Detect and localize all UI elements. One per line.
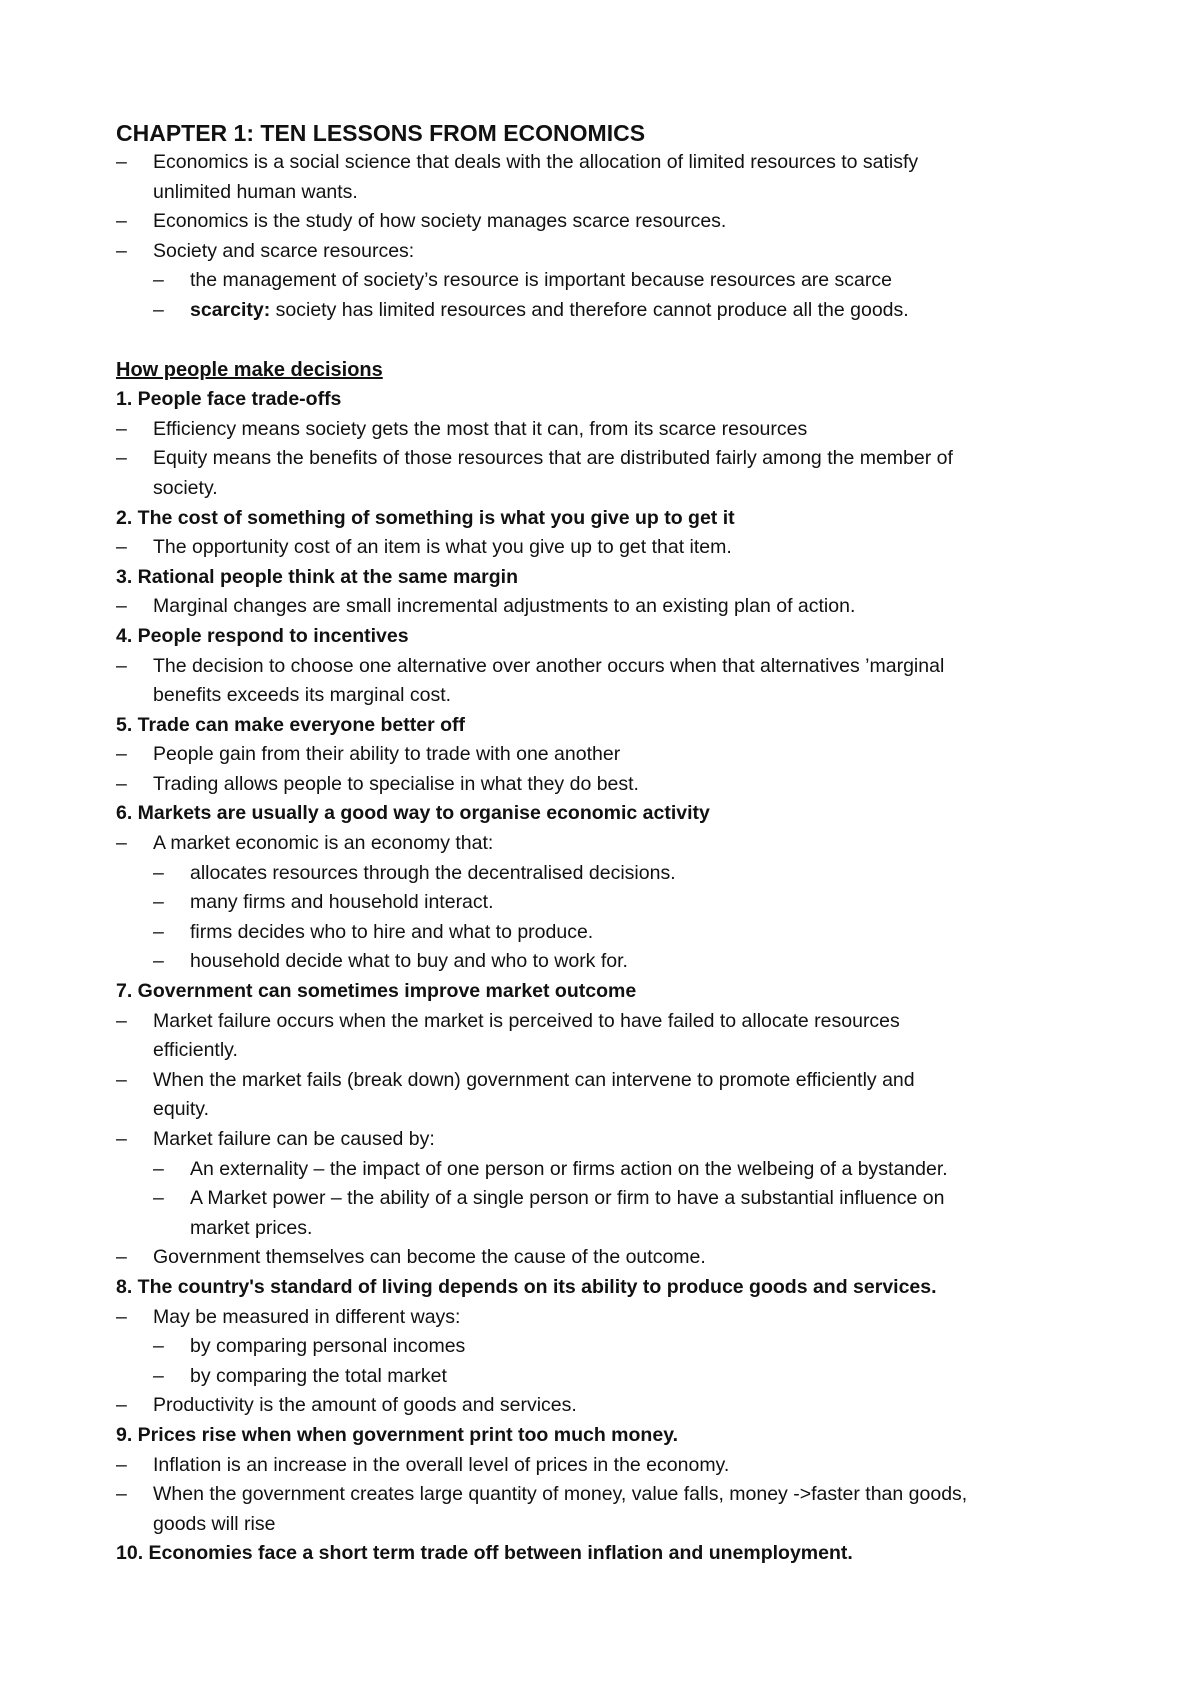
- sub-list-item: [116, 1362, 1106, 1392]
- bullet-dash: –: [116, 595, 127, 618]
- bullet-dash: –: [153, 891, 164, 914]
- list-item: [116, 237, 1106, 267]
- list-item-text: An externality – the impact of one person or firms action on the welbeing of a bystander.: [190, 1157, 948, 1180]
- sub-list-item: [116, 859, 1106, 889]
- list-item-text: Economics is the study of how society manages scarce resources.: [153, 210, 727, 233]
- list-item-text: May be measured in different ways:: [153, 1305, 461, 1328]
- bullet-dash: –: [153, 950, 164, 973]
- list-item-continuation: benefits exceeds its marginal cost.: [153, 684, 452, 707]
- document-page: [116, 118, 1106, 1569]
- list-item-text: Equity means the benefits of those resources that are distributed fairly among the member of: [153, 447, 953, 470]
- list-item-continuation: society.: [153, 476, 218, 499]
- lesson-heading: 3. Rational people think at the same margin: [116, 565, 519, 588]
- paragraph-gap: [116, 326, 1106, 356]
- bullet-dash: –: [153, 920, 164, 943]
- list-item-text: the management of society’s resource is important because resources are scarce: [190, 269, 892, 292]
- list-item-text: household decide what to buy and who to work for.: [190, 950, 628, 973]
- list-item-text: A market economic is an economy that:: [153, 832, 494, 855]
- bullet-dash: –: [116, 210, 127, 233]
- list-item: [116, 829, 1106, 859]
- sub-list-item: [116, 266, 1106, 296]
- list-item-text: Trading allows people to specialise in what they do best.: [153, 772, 639, 795]
- bullet-dash: –: [116, 239, 127, 262]
- list-item-text: Efficiency means society gets the most that it can, from its scarce resources: [153, 417, 808, 440]
- list-item: [116, 444, 1106, 474]
- list-item-text: The decision to choose one alternative over another occurs when that alternatives ’marginal: [153, 654, 945, 677]
- list-item-text: Government themselves can become the cause of the outcome.: [153, 1246, 706, 1269]
- list-item: [116, 1066, 1106, 1096]
- bullet-dash: –: [153, 861, 164, 884]
- list-item-text: society has limited resources and therefore cannot produce all the goods.: [270, 298, 909, 321]
- term-label: scarcity:: [190, 298, 271, 321]
- list-item: [116, 1391, 1106, 1421]
- bullet-dash: –: [116, 1305, 127, 1328]
- sub-list-item: [116, 918, 1106, 948]
- list-item-text: When the government creates large quantity of money, value falls, money ->faster than goods,: [153, 1483, 968, 1506]
- list-item-text: many firms and household interact.: [190, 891, 494, 914]
- list-item-continuation: equity.: [153, 1098, 210, 1121]
- list-item-text: Market failure can be caused by:: [153, 1128, 435, 1150]
- bullet-dash: –: [116, 1128, 127, 1150]
- list-item-text: The opportunity cost of an item is what you give up to get that item.: [153, 536, 732, 559]
- sub-list-item: [116, 296, 1106, 326]
- page-title: CHAPTER 1: TEN LESSONS FROM ECONOMICS: [116, 120, 646, 146]
- list-item-text: Inflation is an increase in the overall level of prices in the economy.: [153, 1453, 730, 1476]
- bullet-dash: –: [116, 654, 127, 677]
- bullet-dash: –: [116, 832, 127, 855]
- sub-list-item: [116, 888, 1106, 918]
- list-item: [116, 592, 1106, 622]
- bullet-dash: –: [116, 151, 127, 173]
- list-item: [116, 1303, 1106, 1333]
- list-item-text: by comparing the total market: [190, 1364, 447, 1387]
- sub-list-item: [116, 947, 1106, 977]
- list-item-text: Economics is a social science that deals with the allocation of limited resources to satisfy: [153, 151, 919, 173]
- list-item-text: by comparing personal incomes: [190, 1335, 466, 1358]
- bullet-dash: –: [116, 417, 127, 440]
- list-item: [116, 533, 1106, 563]
- bullet-dash: –: [116, 1453, 127, 1476]
- list-item-text: Productivity is the amount of goods and services.: [153, 1394, 577, 1417]
- list-item-text: allocates resources through the decentralised decisions.: [190, 861, 676, 884]
- list-item: [116, 1480, 1106, 1510]
- lesson-heading: 4. People respond to incentives: [116, 624, 409, 647]
- list-item-text: When the market fails (break down) government can intervene to promote efficiently and: [153, 1068, 915, 1091]
- section-heading: How people make decisions: [116, 358, 383, 381]
- list-item-continuation: unlimited human wants.: [153, 180, 358, 203]
- list-item: [116, 1243, 1106, 1273]
- bullet-dash: –: [153, 298, 164, 321]
- list-item: [116, 770, 1106, 800]
- lesson-heading: 1. People face trade-offs: [116, 388, 342, 411]
- lesson-heading: 8. The country's standard of living depends on its ability to produce goods and services.: [116, 1275, 937, 1298]
- bullet-dash: –: [116, 1483, 127, 1506]
- bullet-dash: –: [116, 772, 127, 795]
- list-item-text: firms decides who to hire and what to produce.: [190, 920, 594, 943]
- sub-list-item: [116, 1332, 1106, 1362]
- bullet-dash: –: [153, 1187, 164, 1210]
- list-item: [116, 1125, 1106, 1155]
- lesson-heading: 7. Government can sometimes improve market outcome: [116, 980, 637, 1003]
- bullet-dash: –: [116, 743, 127, 766]
- bullet-dash: –: [116, 1246, 127, 1269]
- list-item-text: A Market power – the ability of a single person or firm to have a substantial influence on: [190, 1187, 945, 1210]
- sub-list-item: [116, 1184, 1106, 1214]
- lesson-heading: 6. Markets are usually a good way to organise economic activity: [116, 802, 710, 825]
- lesson-heading: 9. Prices rise when when government print too much money.: [116, 1423, 679, 1446]
- list-item: [116, 207, 1106, 237]
- bullet-dash: –: [116, 1068, 127, 1091]
- bullet-dash: –: [153, 269, 164, 292]
- lesson-heading: 2. The cost of something of something is what you give up to get it: [116, 506, 735, 529]
- lesson-heading: 5. Trade can make everyone better off: [116, 713, 465, 736]
- bullet-dash: –: [153, 1364, 164, 1387]
- sub-list-item: [116, 1155, 1106, 1185]
- list-item-text: Marginal changes are small incremental adjustments to an existing plan of action.: [153, 595, 856, 618]
- lesson-heading: 10. Economies face a short term trade off between inflation and unemployment.: [116, 1542, 853, 1565]
- bullet-dash: –: [153, 1335, 164, 1358]
- list-item: [116, 740, 1106, 770]
- bullet-dash: –: [153, 1157, 164, 1180]
- list-item: [116, 148, 1106, 178]
- bullet-dash: –: [116, 1394, 127, 1417]
- list-item-text: Society and scarce resources:: [153, 239, 415, 262]
- list-item-continuation: efficiently.: [153, 1039, 238, 1062]
- bullet-dash: –: [116, 536, 127, 559]
- bullet-dash: –: [116, 1009, 127, 1032]
- bullet-dash: –: [116, 447, 127, 470]
- list-item-text: People gain from their ability to trade with one another: [153, 743, 621, 766]
- list-item-text: Market failure occurs when the market is perceived to have failed to allocate resources: [153, 1009, 900, 1032]
- list-item: [116, 652, 1106, 682]
- list-item: [116, 1451, 1106, 1481]
- list-item-continuation: goods will rise: [153, 1512, 276, 1535]
- sub-list-item-continuation: market prices.: [190, 1216, 313, 1239]
- list-item: [116, 1007, 1106, 1037]
- list-item: [116, 415, 1106, 445]
